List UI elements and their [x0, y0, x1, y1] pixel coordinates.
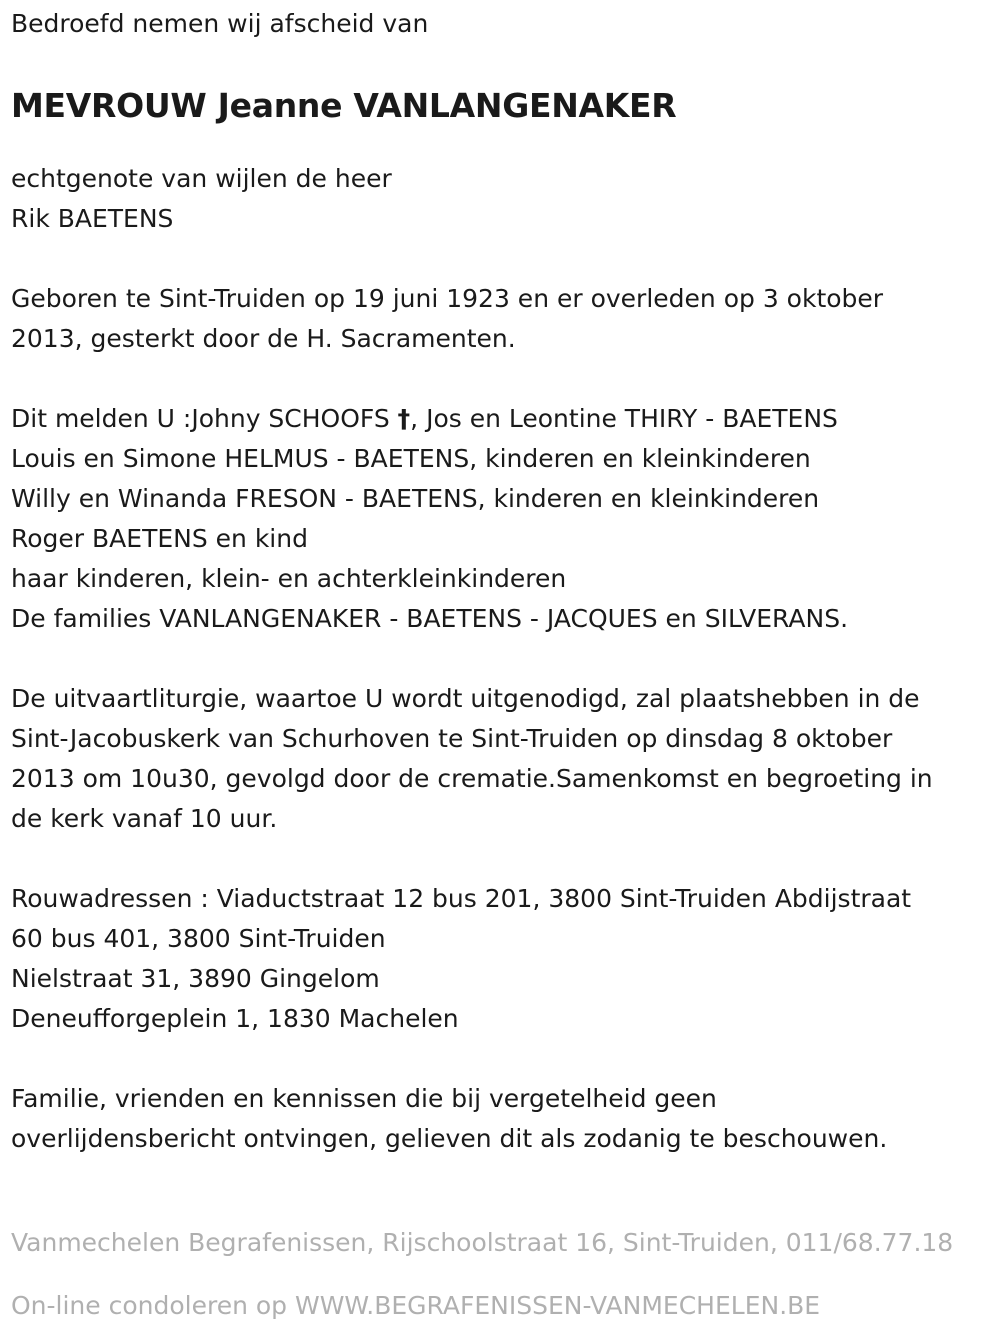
spacer: [11, 359, 988, 399]
spacer: [11, 1159, 988, 1199]
condolence-website: On-line condoleren op WWW.BEGRAFENISSEN-VANMECHELEN.BE: [11, 1291, 821, 1320]
funeral-line: De uitvaartliturgie, waartoe U wordt uitgenodigd, zal plaatshebben in de: [11, 684, 920, 713]
announcers-line: Roger BAETENS en kind: [11, 524, 308, 553]
address-line: Deneufforgeplein 1, 1830 Machelen: [11, 1004, 459, 1033]
intro-text: Bedroefd nemen wij afscheid van: [11, 9, 429, 38]
spacer: [11, 639, 988, 679]
announcers-suffix: , Jos en Leontine THIRY - BAETENS: [410, 404, 838, 433]
deceased-name: MEVROUW Jeanne VANLANGENAKER: [11, 86, 677, 125]
funeral-line: Sint-Jacobuskerk van Schurhoven te Sint-Truiden op dinsdag 8 oktober: [11, 724, 893, 753]
spacer: [11, 1039, 988, 1079]
announcers-line: Louis en Simone HELMUS - BAETENS, kinderen en kleinkinderen: [11, 444, 811, 473]
address-line: 60 bus 401, 3800 Sint-Truiden: [11, 924, 386, 953]
announcers-prefix: Dit melden U :Johny SCHOOFS: [11, 404, 398, 433]
notice-line: overlijdensbericht ontvingen, gelieven dit als zodanig te beschouwen.: [11, 1124, 888, 1153]
birth-death-line-1: Geboren te Sint-Truiden op 19 juni 1923 en er overleden op 3 oktober: [11, 284, 884, 313]
cross-icon: †: [397, 404, 411, 433]
notice-line: Familie, vrienden en kennissen die bij vergetelheid geen: [11, 1084, 717, 1113]
birth-death-line-2: 2013, gesterkt door de H. Sacramenten.: [11, 324, 516, 353]
announcers-line-1: [11, 399, 988, 439]
funeral-line: de kerk vanaf 10 uur.: [11, 804, 278, 833]
spacer: [11, 839, 988, 879]
address-line: Rouwadressen : Viaductstraat 12 bus 201, 3800 Sint-Truiden Abdijstraat: [11, 884, 912, 913]
announcers-line: haar kinderen, klein- en achterkleinkinderen: [11, 564, 567, 593]
funeral-line: 2013 om 10u30, gevolgd door de crematie.Samenkomst en begroeting in: [11, 764, 933, 793]
spouse-name: Rik BAETENS: [11, 204, 174, 233]
announcers-line: De families VANLANGENAKER - BAETENS - JACQUES en SILVERANS.: [11, 604, 849, 633]
announcers-line: Willy en Winanda FRESON - BAETENS, kinderen en kleinkinderen: [11, 484, 820, 513]
relation-text: echtgenote van wijlen de heer: [11, 164, 392, 193]
spacer: [11, 239, 988, 279]
funeral-home-info: Vanmechelen Begrafenissen, Rijschoolstraat 16, Sint-Truiden, 011/68.77.18: [11, 1228, 954, 1257]
address-line: Nielstraat 31, 3890 Gingelom: [11, 964, 380, 993]
